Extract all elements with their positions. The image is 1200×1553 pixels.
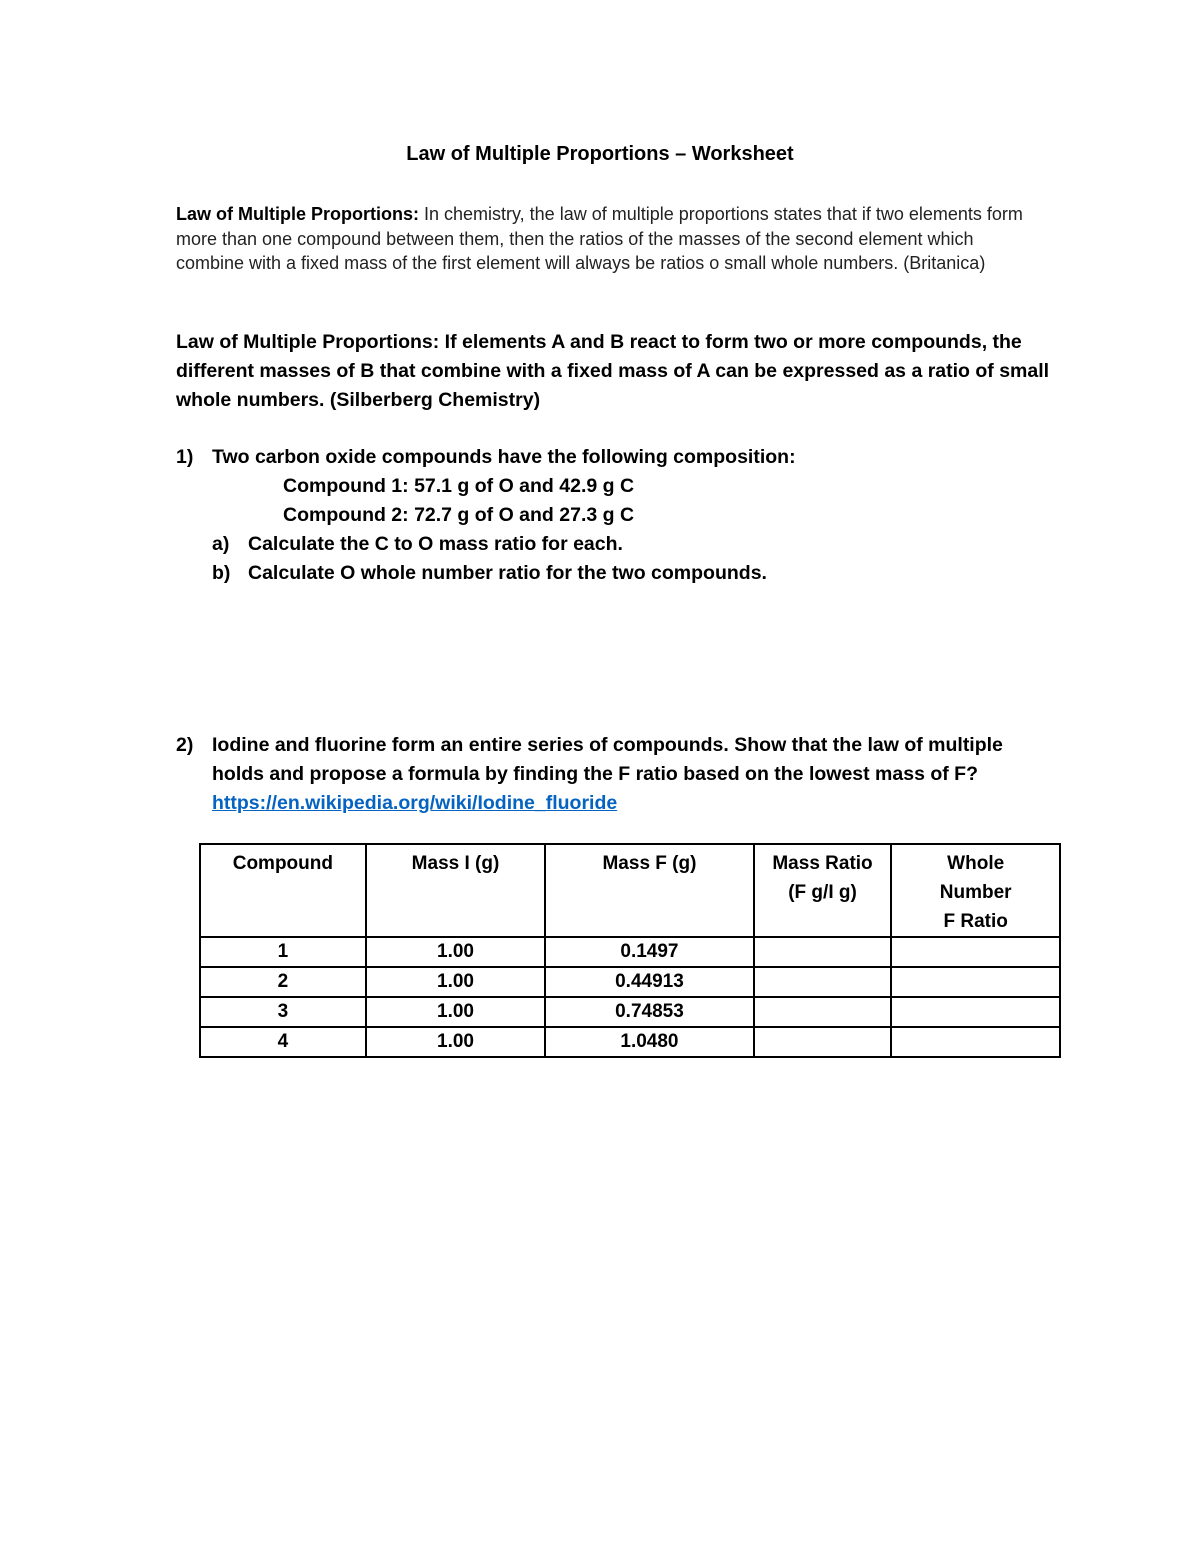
definition-britanica-text: In chemistry, the law of multiple proportions states that if two elements form more than one compound between them, then the ratios of the masses of the second element which combine with a fixed mass of the first element will always be ratios o small whole numbers. (Britanica) bbox=[176, 204, 1023, 273]
cell-whole-ratio[interactable] bbox=[891, 997, 1060, 1027]
cell-mass-i: 1.00 bbox=[366, 937, 545, 967]
table-row bbox=[200, 937, 1060, 967]
table-header-row bbox=[200, 844, 1060, 937]
cell-whole-ratio[interactable] bbox=[891, 967, 1060, 997]
cell-mass-ratio[interactable] bbox=[754, 967, 892, 997]
cell-mass-ratio[interactable] bbox=[754, 937, 892, 967]
question-2-line-1: Iodine and fluorine form an entire series of compounds. Show that the law of multiple bbox=[212, 734, 1003, 756]
question-1-compound-1: Compound 1: 57.1 g of O and 42.9 g C bbox=[283, 475, 635, 497]
header-mass-i: Mass I (g) bbox=[366, 844, 545, 937]
cell-mass-i: 1.00 bbox=[366, 1027, 545, 1057]
header-mass-f: Mass F (g) bbox=[545, 844, 753, 937]
iodine-fluoride-table bbox=[199, 843, 1061, 1058]
cell-mass-f: 1.0480 bbox=[545, 1027, 753, 1057]
header-whole-number-line-3: F Ratio bbox=[943, 911, 1008, 932]
header-mass-ratio-line-2: (F g/I g) bbox=[788, 882, 857, 903]
question-1-number: 1) bbox=[176, 446, 194, 468]
table-row bbox=[200, 1027, 1060, 1057]
header-whole-number-ratio bbox=[891, 844, 1060, 937]
header-mass-ratio-line-1: Mass Ratio bbox=[772, 853, 873, 874]
question-1-compound-2: Compound 2: 72.7 g of O and 27.3 g C bbox=[283, 504, 635, 526]
cell-compound: 3 bbox=[200, 997, 366, 1027]
cell-compound: 4 bbox=[200, 1027, 366, 1057]
cell-whole-ratio[interactable] bbox=[891, 937, 1060, 967]
cell-compound: 1 bbox=[200, 937, 366, 967]
header-compound: Compound bbox=[200, 844, 366, 937]
cell-mass-f: 0.74853 bbox=[545, 997, 753, 1027]
question-2-line-2: holds and propose a formula by finding the F ratio based on the lowest mass of F? bbox=[212, 763, 978, 785]
question-1b-text: Calculate O whole number ratio for the two compounds. bbox=[248, 562, 767, 584]
question-2-number: 2) bbox=[176, 734, 194, 756]
question-1-text: Two carbon oxide compounds have the following composition: bbox=[212, 446, 796, 468]
question-1a-text: Calculate the C to O mass ratio for each. bbox=[248, 533, 623, 555]
header-whole-number-line-2: Number bbox=[939, 882, 1012, 903]
cell-compound: 2 bbox=[200, 967, 366, 997]
cell-mass-ratio[interactable] bbox=[754, 1027, 892, 1057]
definition-silberberg: Law of Multiple Proportions: If elements A and B react to form two or more compounds, the different masses of B that combine with a fixed mass of A can be expressed as a ratio of small whole numbers. (Silberberg Chemistry) bbox=[176, 331, 1050, 411]
table-row bbox=[200, 997, 1060, 1027]
table-row bbox=[200, 967, 1060, 997]
iodine-fluoride-link[interactable]: https://en.wikipedia.org/wiki/Iodine_fluoride bbox=[212, 792, 618, 814]
page-title: Law of Multiple Proportions – Worksheet bbox=[406, 143, 794, 165]
cell-mass-i: 1.00 bbox=[366, 997, 545, 1027]
question-1b-letter: b) bbox=[212, 562, 231, 584]
cell-mass-f: 0.1497 bbox=[545, 937, 753, 967]
cell-mass-i: 1.00 bbox=[366, 967, 545, 997]
header-whole-number-line-1: Whole bbox=[947, 853, 1005, 874]
cell-mass-f: 0.44913 bbox=[545, 967, 753, 997]
definition-britanica-lead: Law of Multiple Proportions: bbox=[176, 204, 419, 224]
header-mass-ratio bbox=[754, 844, 892, 937]
question-1a-letter: a) bbox=[212, 533, 230, 555]
definition-britanica bbox=[176, 202, 1036, 276]
cell-mass-ratio[interactable] bbox=[754, 997, 892, 1027]
cell-whole-ratio[interactable] bbox=[891, 1027, 1060, 1057]
